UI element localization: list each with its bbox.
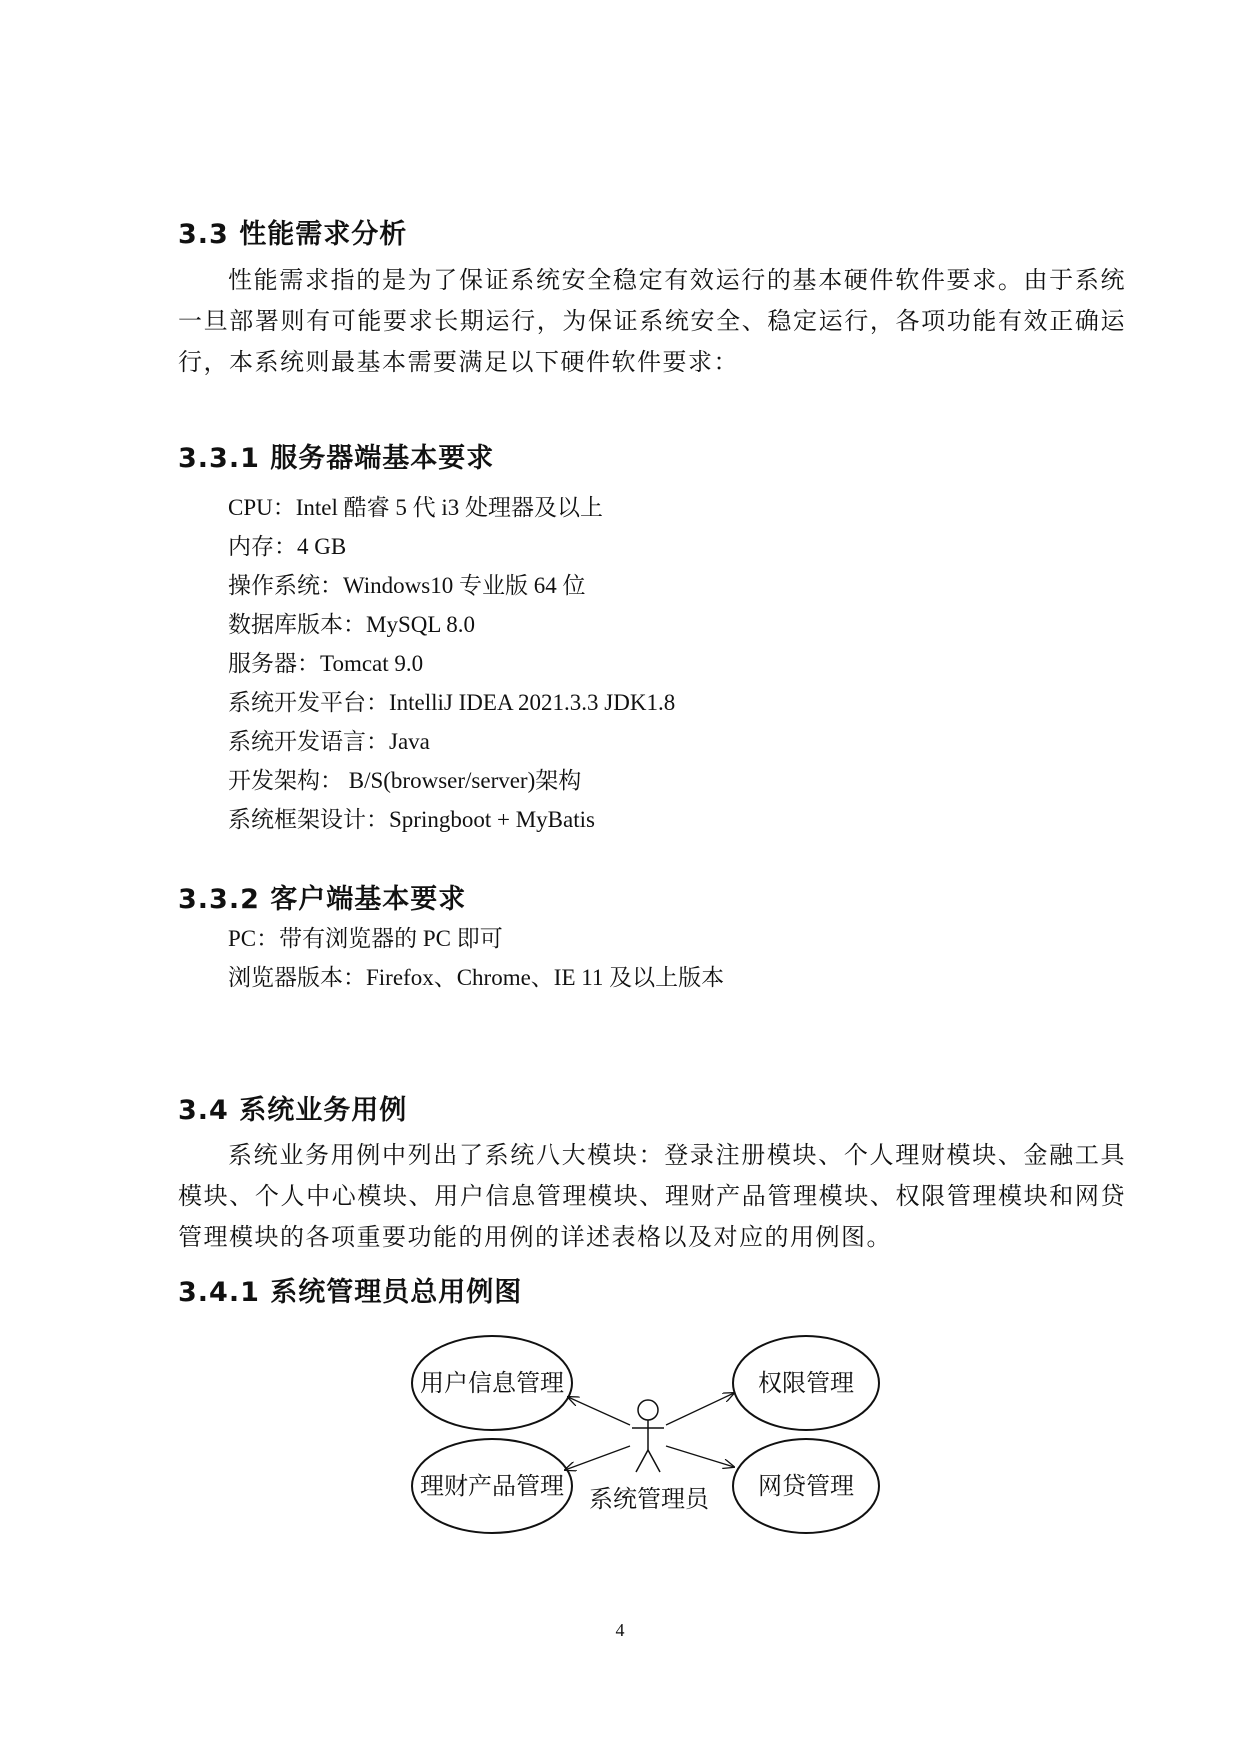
section-paragraph-3-3: 性能需求指的是为了保证系统安全稳定有效运行的基本硬件软件要求。由于系统一旦部署则有可能要求长期运行，为保证系统安全、稳定运行，各项功能有效正确运行，本系统则最基本需要满足以下硬件软件要求： [178, 266, 1126, 376]
use-case-label-user-info: 用户信息管理 [420, 1369, 564, 1397]
server-req-language: 系统开发语言：Java [228, 729, 430, 754]
actor-stick-figure [632, 1400, 664, 1472]
section-heading-3-4: 3.4 系统业务用例 [178, 1095, 408, 1126]
section-heading-3-4-1: 3.4.1 系统管理员总用例图 [178, 1277, 523, 1308]
use-case-label-product: 理财产品管理 [420, 1472, 564, 1500]
section-heading-3-3-1: 3.3.1 服务器端基本要求 [178, 443, 495, 474]
association-arrow-product [565, 1446, 630, 1470]
use-case-diagram [400, 1335, 900, 1565]
client-req-browser: 浏览器版本：Firefox、Chrome、IE 11 及以上版本 [228, 965, 725, 990]
server-req-platform: 系统开发平台：IntelliJ IDEA 2021.3.3 JDK1.8 [228, 690, 676, 715]
server-req-memory: 内存：4 GB [228, 534, 347, 559]
section-paragraph-3-4: 系统业务用例中列出了系统八大模块：登录注册模块、个人理财模块、金融工具模块、个人中心模块、用户信息管理模块、理财产品管理模块、权限管理模块和网贷管理模块的各项重要功能的用例的详述表格以及对应的用例图。 [178, 1141, 1126, 1251]
server-req-os: 操作系统：Windows10 专业版 64 位 [228, 573, 586, 598]
association-arrow-user-info [568, 1397, 630, 1425]
section-heading-3-3: 3.3 性能需求分析 [178, 219, 408, 250]
actor-label: 系统管理员 [589, 1485, 709, 1513]
association-arrow-permission [666, 1393, 734, 1425]
server-req-architecture: 开发架构： B/S(browser/server)架构 [228, 768, 582, 793]
server-req-framework: 系统框架设计：Springboot + MyBatis [228, 807, 595, 832]
server-req-cpu: CPU：Intel 酷睿 5 代 i3 处理器及以上 [228, 495, 604, 520]
association-arrow-loan [666, 1446, 734, 1467]
section-heading-3-3-2: 3.3.2 客户端基本要求 [178, 884, 467, 915]
client-req-pc: PC：带有浏览器的 PC 即可 [228, 926, 503, 951]
use-case-label-permission: 权限管理 [758, 1369, 854, 1397]
server-req-database: 数据库版本：MySQL 8.0 [228, 612, 476, 637]
server-req-server: 服务器：Tomcat 9.0 [228, 651, 424, 676]
use-case-label-loan: 网贷管理 [758, 1472, 854, 1500]
page-number: 4 [615, 1620, 625, 1640]
